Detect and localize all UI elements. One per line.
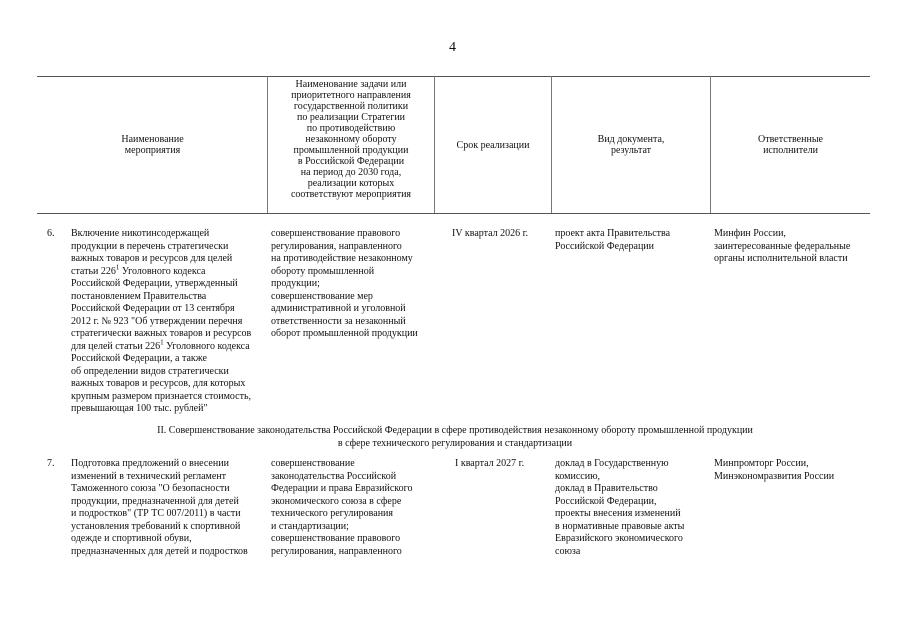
row-document: доклад в Государственную комиссию, доклад в Правительство Российской Федерации, проекты внесения изменений в нормативные правовые акты Евразийского экономического союза [555, 458, 685, 557]
row-deadline: IV квартал 2026 г. [452, 228, 529, 239]
row-event: Подготовка предложений о внесении изменений в технический регламент Таможенного союза "О безопасности продукции, предназначенной для детей и подростков" (ТР ТС 007/2011) в части установления требований к спортивной одежде и спортивной обуви, предназначенных для детей и подростков [71, 458, 248, 557]
table-header-bottom-border [37, 213, 870, 214]
row-executors: Минпромторг России, Минэкономразвития России [714, 458, 835, 482]
header-executors: Ответственные исполнители [758, 134, 823, 156]
row-number: 7. [47, 458, 55, 469]
row-task: совершенствование правового регулирования, направленного на противодействие незаконному обороту промышленной продукции; совершенствование мер административной и уголовной ответственности за незаконный оборот промышленной продукции [271, 228, 418, 339]
row-task: совершенствование законодательства Российской Федерации и права Евразийского экономического союза в сфере технического регулирования и стандартизации; совершенствование правового регулирования, направленного [271, 458, 413, 557]
header-event: Наименование мероприятия [121, 134, 184, 156]
header-deadline: Срок реализации [456, 140, 530, 151]
row-event: Включение никотинсодержащей продукции в перечень стратегически важных товаров и ресурсов для целей статьи $226^1$ Уголовного кодекса Российской Федерации, утвержденный постановлением Правительства Российской Федерации от 13 сентября 2012 г. № 923 "Об утверждении перечня стратегически важных товаров и ресурсов для целей статьи $226^1$ Уголовного кодекса Российской Федерации, а также об определении видов стратегически важных товаров и ресурсов, для которых крупным размером признается стоимость, превышающая 100 тыс. рублей" [71, 228, 252, 414]
header-task: Наименование задачи или приоритетного направления государственной политики по реализации Стратегии по противодействию незаконному обороту промышленной продукции в Российской Федерации на период до 2030 года, реализации которых соответствуют мероприятия [290, 79, 412, 200]
section-title: II. Совершенствование законодательства Российской Федерации в сфере противодействия незаконному обороту промышленной продукции в сфере технического регулирования и стандартизации [157, 425, 753, 449]
row-number: 6. [47, 228, 55, 239]
row-executors: Минфин России, заинтересованные федеральные органы исполнительной власти [714, 228, 851, 264]
table-top-border [37, 76, 870, 77]
page-number: 4 [449, 40, 456, 55]
row-document: проект акта Правительства Российской Федерации [555, 228, 671, 252]
header-document: Вид документа, результат [597, 134, 665, 156]
row-deadline: I квартал 2027 г. [455, 458, 525, 469]
